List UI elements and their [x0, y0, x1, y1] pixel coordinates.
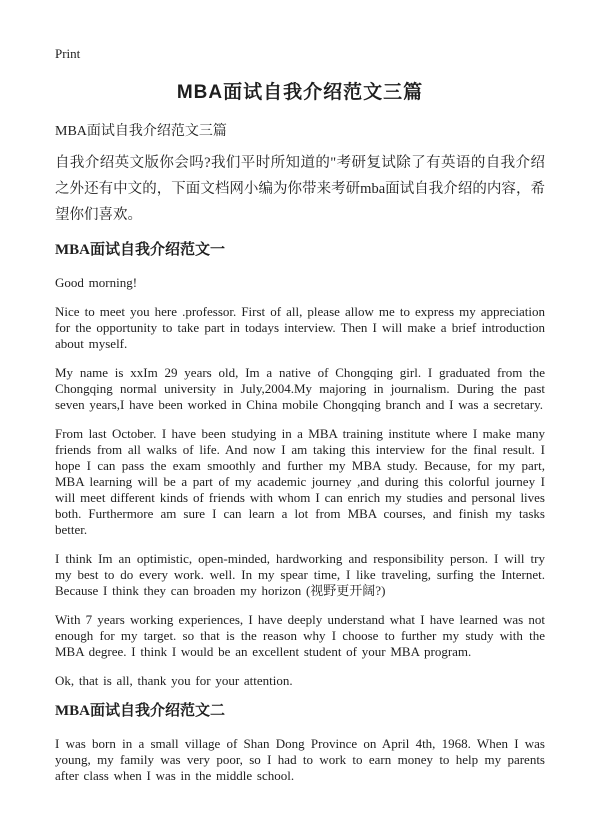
document-subtitle: MBA面试自我介绍范文三篇 [55, 124, 227, 139]
print-button[interactable]: Print [55, 46, 81, 61]
paragraph: From last October. I have been studying in a MBA training institute where I make many friends from all walks of life. And now I am taking this interview for the final result. I hope I can pass the exam smoothly and further my MBA study. Because, for my part, MBA learning will be a part of my academic journey ,and during this colorful journey I will meet different kinds of friends with whom I can enrich my studies and personal lives both. Furthermore am sure I can learn a lot from MBA courses, and finish my tasks better. [55, 426, 545, 537]
intro-paragraph: 自我介绍英文版你会吗?我们平时所知道的"考研复试除了有英语的自我介绍之外还有中文的，下面文档网小编为你带来考研mba面试自我介绍的内容，希望你们喜欢。 [55, 155, 545, 223]
section-heading-essay-1: MBA面试自我介绍范文一 [55, 242, 225, 258]
paragraph: Nice to meet you here .professor. First of all, please allow me to express my appreciation for the opportunity to take part in todays interview. Then I will make a brief introduction about myself. [55, 304, 545, 351]
paragraph: I think Im an optimistic, open-minded, hardworking and responsibility person. I will try my best to do every work. well. In my spear time, I like traveling, surfing the Internet. Because I think they can broaden my horizon (视野更开阔?) [55, 551, 545, 598]
page-title: MBA面试自我介绍范文三篇 [176, 82, 424, 103]
paragraph: I was born in a small village of Shan Dong Province on April 4th, 1968. When I was young, my family was very poor, so I had to work to earn money to help my parents after class when I was in the middle school. [55, 736, 545, 783]
section-heading-essay-2: MBA面试自我介绍范文二 [55, 703, 225, 719]
paragraph-greeting: Good morning! [55, 275, 138, 290]
paragraph-closing: Ok, that is all, thank you for your attention. [55, 673, 293, 688]
paragraph: My name is xxIm 29 years old, Im a native of Chongqing girl. I graduated from the Chongqing normal university in July,2004.My majoring in journalism. During the past seven years,I have been worked in China mobile Chongqing branch and I was a secretary. [55, 365, 545, 412]
paragraph: With 7 years working experiences, I have deeply understand what I have learned was not enough for my target. so that is the reason why I choose to further my study with the MBA degree. I think I would be an excellent student of your MBA program. [55, 612, 545, 659]
